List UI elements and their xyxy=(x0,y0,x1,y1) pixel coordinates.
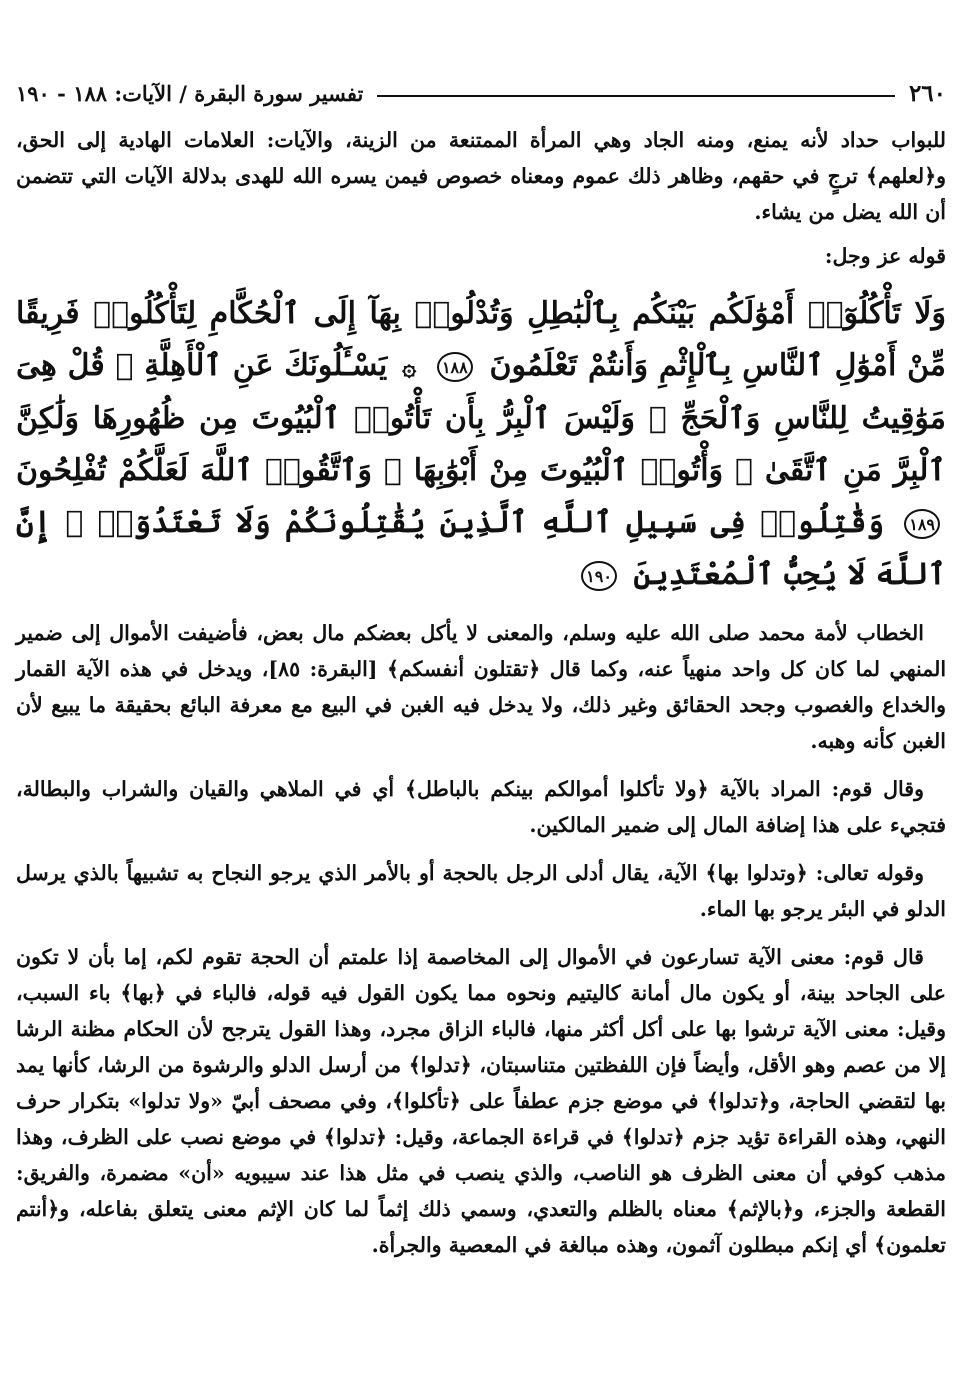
verse-189-text: يَسْـَٔلُونَكَ عَنِ ٱلْأَهِلَّةِ ۖ قُلْ هِىَ مَوَٰقِيتُ لِلنَّاسِ وَٱلْحَجِّ ۗ وَلَيْسَ ٱلْبِرُّ بِأَن تَأْتُوا۟ ٱلْبُيُوتَ مِن ظُهُورِهَا وَلَٰكِنَّ ٱلْبِرَّ مَنِ ٱتَّقَىٰ ۗ وَأْتُوا۟ ٱلْبُيُوتَ مِنْ أَبْوَٰبِهَا ۚ وَٱتَّقُوا۟ ٱللَّهَ لَعَلَّكُمْ تُفْلِحُونَ xyxy=(16,348,946,488)
commentary-paragraph-3: وقوله تعالى: ﴿وتدلوا بها﴾ الآية، يقال أدلى الرجل بالحجة أو بالأمر الذي يرجو النجاح به تشبيهاً بالذي يرسل الدلو في البئر يرجو بها الماء. xyxy=(16,861,946,921)
hizb-mark-icon: ۞ xyxy=(402,352,417,381)
header-rule xyxy=(377,95,895,97)
commentary-paragraph-2: وقال قوم: المراد بالآية ﴿ولا تأكلوا أموالكم بينكم بالباطل﴾ أي في الملاهي والقيان والشراب والبطالة، فتجيء على هذا إضافة المال إلى ضمير المالكين. xyxy=(16,777,946,837)
quran-verses xyxy=(16,288,946,601)
verse-188-text: وَلَا تَأْكُلُوٓا۟ أَمْوَٰلَكُم بَيْنَكُم بِٱلْبَٰطِلِ وَتُدْلُوا۟ بِهَآ إِلَى ٱلْحُكَّامِ لِتَأْكُلُوا۟ فَرِيقًا مِّنْ أَمْوَٰلِ ٱلنَّاسِ بِٱلْإِثْمِ وَأَنتُمْ تَعْلَمُونَ xyxy=(16,296,946,383)
verse-190-text: وَقَٰتِلُوا۟ فِى سَبِيلِ ٱللَّهِ ٱلَّذِينَ يُقَٰتِلُونَكُمْ وَلَا تَعْتَدُوٓا۟ ۚ إِنَّ ٱللَّهَ لَا يُحِبُّ ٱلْمُعْتَدِينَ xyxy=(16,505,946,592)
header-title: تفسير سورة البقرة / الآيات: ١٨٨ - ١٩٠ xyxy=(16,80,364,106)
running-header xyxy=(16,78,946,108)
commentary-paragraph-4: قال قوم: معنى الآية تسارعون في الأموال إلى المخاصمة إذا علمتم أن الحجة تقوم لكم، إما بأن لا تكون على الجاحد بينة، أو يكون مال أمانة كاليتيم ونحوه مما يكون القول فيه قوله، فالباء في ﴿بها﴾ باء السبب، وقيل: معنى الآية ترشوا بها على أكل أكثر منها، فالباء الزاق مجرد، وهذا القول يترجح لأن الحكام مظنة الرشا إلا من عصم وهو الأقل، وأيضاً فإن اللفظتين متناسبتان، ﴿تدلوا﴾ من أرسل الدلو والرشوة من الرشا، كأنها يمد بها لتقضي الحاجة، و﴿تدلوا﴾ في موضع جزم عطفاً على ﴿تأكلوا﴾، وفي مصحف أبيّ «ولا تدلوا» بتكرار حرف النهي، وهذه القراءة تؤيد جزم ﴿تدلوا﴾ في قراءة الجماعة، وقيل: ﴿تدلوا﴾ في موضع نصب على الظرف، وهذا مذهب كوفي أن معنى الظرف هو الناصب، والذي ينصب في مثل هذا عند سيبويه «أن» مضمرة، والفريق: القطعة والجزء، و﴿بالإثم﴾ معناه بالظلم والتعدي، وسمي ذلك إثماً لما كان الإثم معنى يتعلق بفاعله، و﴿أنتم تعلمون﴾ أي إنكم مبطلون آثمون، وهذه مبالغة في المعصية والجرأة. xyxy=(16,945,947,1257)
verse-number-190: ١٩٠ xyxy=(581,561,617,591)
intro-paragraph: للبواب حداد لأنه يمنع، ومنه الجاد وهي المرأة الممتنعة من الزينة، والآيات: العلامات الهادية إلى الحق، و﴿لعلهم﴾ ترجٍ في حقهم، وظاهر ذلك عموم ومعناه خصوص فيمن يسره الله للهدى بدلالة الآيات التي تتضمن أن الله يضل من يشاء. xyxy=(16,128,946,224)
page-number: ٢٦٠ xyxy=(908,79,946,107)
commentary-paragraph-1: الخطاب لأمة محمد صلى الله عليه وسلم، والمعنى لا يأكل بعضكم مال بعض، فأضيفت الأموال إلى ضمير المنهي لما كان كل واحد منهياً عنه، وكما قال ﴿تقتلون أنفسكم﴾ [البقرة: ٨٥]، ويدخل في هذه الآية القمار والخداع والغصوب وجحد الحقائق وغير ذلك، ولا يدخل فيه الغبن في البيع مع معرفة البائع بحقيقة ما يبيع لأن الغبن كأنه وهبه. xyxy=(16,621,947,753)
verse-intro: قوله عز وجل: xyxy=(824,244,946,268)
verse-number-188: ١٨٨ xyxy=(437,352,473,382)
verse-number-189: ١٨٩ xyxy=(904,509,940,539)
page-body xyxy=(16,122,946,1263)
